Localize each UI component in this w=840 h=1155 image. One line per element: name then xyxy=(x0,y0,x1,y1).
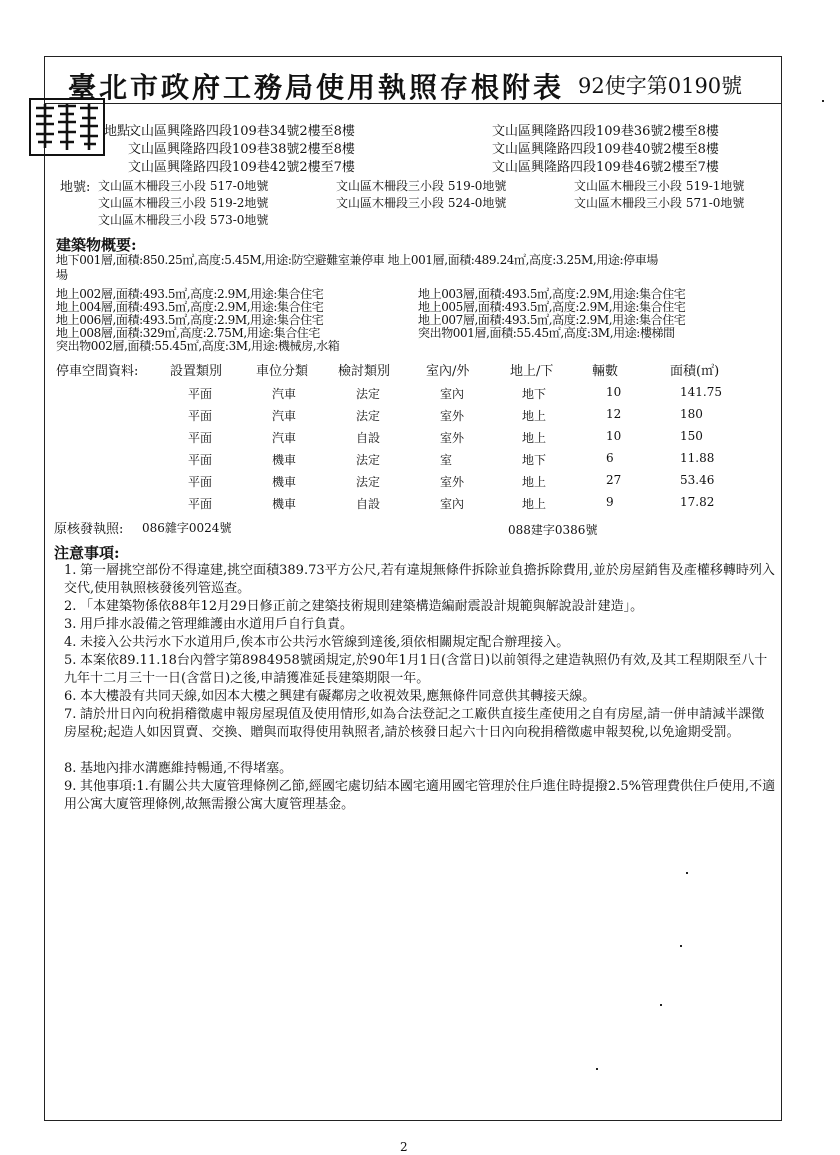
note-number: 9. xyxy=(64,779,77,794)
parking-header-review: 檢討類別 xyxy=(338,364,391,379)
table-cell: 平面 xyxy=(188,475,213,489)
table-cell: 法定 xyxy=(356,409,381,423)
lots-label: 地號: xyxy=(60,180,91,195)
note-number: 4. xyxy=(64,635,77,650)
table-cell: 機車 xyxy=(272,497,297,511)
parking-label: 停車空間資料: xyxy=(56,364,139,379)
table-cell: 平面 xyxy=(188,387,213,401)
note-item-5: 5. 本案依89.11.18台內營字第8984958號函規定,於90年1月1日(含當日)以前領得之建造執照仍有效,及其工程期限至八十九年十二月三十一日(含當日)之後,申請獲准延長建築期限一年。 xyxy=(64,653,768,686)
table-cell: 地上 xyxy=(522,497,547,511)
note-item-7: 7. 請於卅日內向稅捐稽徵處申報房屋現值及使用情形,如為合法登記之工廠供直接生產使用之自有房屋,請一併申請減半課徵房屋稅;起造人如因買賣、交換、贈與而取得使用執照者,請於核發日起六十日內向稅捐稽徵處申報契稅,以免逾期受罰。 xyxy=(64,707,765,740)
table-cell: 機車 xyxy=(272,475,297,489)
table-cell: 10 xyxy=(606,429,622,443)
parking-header-setup: 設置類別 xyxy=(170,364,223,379)
table-cell: 室外 xyxy=(440,431,465,445)
table-cell: 地下 xyxy=(522,387,547,401)
lot-4: 文山區木柵段三小段 519-2地號 xyxy=(98,196,269,210)
table-cell: 53.46 xyxy=(680,473,715,487)
note-item-4: 4. 未接入公共污水下水道用戶,俟本市公共污水管線到達後,須依相關規定配合辦理接入。 xyxy=(64,635,570,650)
table-cell: 法定 xyxy=(356,453,381,467)
address-3: 文山區興隆路四段109巷38號2樓至8樓 xyxy=(128,142,355,157)
lot-3: 文山區木柵段三小段 519-1地號 xyxy=(574,179,745,193)
table-cell: 汽車 xyxy=(272,387,297,401)
address-1: 文山區興隆路四段109巷34號2樓至8樓 xyxy=(128,124,355,139)
table-cell: 平面 xyxy=(188,453,213,467)
table-cell: 6 xyxy=(606,451,614,465)
table-cell: 地上 xyxy=(522,409,547,423)
address-2: 文山區興隆路四段109巷36號2樓至8樓 xyxy=(492,124,719,139)
address-5: 文山區興隆路四段109巷42號2樓至7樓 xyxy=(128,160,355,175)
address-6: 文山區興隆路四段109巷46號2樓至7樓 xyxy=(492,160,719,175)
address-4: 文山區興隆路四段109巷40號2樓至8樓 xyxy=(492,142,719,157)
note-number: 3. xyxy=(64,617,77,632)
note-number: 6. xyxy=(64,689,77,704)
table-cell: 汽車 xyxy=(272,431,297,445)
floor-row-4-left: 地上008層,面積:329㎡,高度:2.75M,用途:集合住宅 xyxy=(56,326,320,340)
table-cell: 自設 xyxy=(356,431,381,445)
floor-row-3-right: 地上007層,面積:493.5㎡,高度:2.9M,用途:集合住宅 xyxy=(418,313,686,327)
seal-stamp xyxy=(28,96,106,158)
permit-number: 92使字第0190號 xyxy=(578,74,743,98)
scan-speck xyxy=(596,1068,598,1070)
scan-speck xyxy=(686,872,688,874)
lot-2: 文山區木柵段三小段 519-0地號 xyxy=(336,179,507,193)
table-cell: 平面 xyxy=(188,497,213,511)
note-item-2: 2. 「本建築物係依88年12月29日修正前之建築技術規則建築構造編耐震設計規範與解說設計建造」。 xyxy=(64,599,644,614)
table-cell: 10 xyxy=(606,385,622,399)
table-cell: 150 xyxy=(680,429,703,443)
location-label: 地點: xyxy=(104,124,135,139)
building-line-1-wrap: 場 xyxy=(56,268,69,282)
note-number: 1. xyxy=(64,563,77,578)
table-cell: 地上 xyxy=(522,431,547,445)
original-permit-label: 原核發執照: xyxy=(54,522,124,537)
floor-row-3-left: 地上006層,面積:493.5㎡,高度:2.9M,用途:集合住宅 xyxy=(56,313,324,327)
table-cell: 法定 xyxy=(356,387,381,401)
parking-header-level: 地上/下 xyxy=(510,364,554,379)
table-cell: 27 xyxy=(606,473,622,487)
parking-header-vehicle: 車位分類 xyxy=(256,364,309,379)
floor-row-2-left: 地上004層,面積:493.5㎡,高度:2.9M,用途:集合住宅 xyxy=(56,300,324,314)
building-heading: 建築物概要: xyxy=(56,236,137,254)
floor-row-4-right: 突出物001層,面積:55.45㎡,高度:3M,用途:樓梯間 xyxy=(418,326,675,340)
parking-header-indoor: 室內/外 xyxy=(426,364,470,379)
floor-row-1-left: 地上002層,面積:493.5㎡,高度:2.9M,用途:集合住宅 xyxy=(56,287,324,301)
table-cell: 11.88 xyxy=(680,451,715,465)
note-number: 8. xyxy=(64,761,77,776)
floor-row-1-right: 地上003層,面積:493.5㎡,高度:2.9M,用途:集合住宅 xyxy=(418,287,686,301)
table-cell: 自設 xyxy=(356,497,381,511)
table-cell: 平面 xyxy=(188,431,213,445)
lot-5: 文山區木柵段三小段 524-0地號 xyxy=(336,196,507,210)
floor-row-2-right: 地上005層,面積:493.5㎡,高度:2.9M,用途:集合住宅 xyxy=(418,300,686,314)
table-cell: 地上 xyxy=(522,475,547,489)
table-cell: 汽車 xyxy=(272,409,297,423)
lot-6: 文山區木柵段三小段 571-0地號 xyxy=(574,196,745,210)
original-permit-2: 088建字0386號 xyxy=(508,523,598,537)
note-item-8: 8. 基地內排水溝應維持暢通,不得堵塞。 xyxy=(64,761,293,776)
notes-heading: 注意事項: xyxy=(54,544,120,562)
table-cell: 180 xyxy=(680,407,703,421)
lot-7: 文山區木柵段三小段 573-0地號 xyxy=(98,213,269,227)
table-cell: 機車 xyxy=(272,453,297,467)
building-line-1: 地下001層,面積:850.25㎡,高度:5.45M,用途:防空避難室兼停車 地上001層,面積:489.24㎡,高度:3.25M,用途:停車場 xyxy=(56,253,658,267)
table-cell: 室內 xyxy=(440,497,465,511)
scan-speck xyxy=(822,100,824,102)
table-cell: 12 xyxy=(606,407,622,421)
note-item-3: 3. 用戶排水設備之管理維護由水道用戶自行負責。 xyxy=(64,617,354,632)
note-item-1: 1. 第一層挑空部份不得違建,挑空面積389.73平方公尺,若有違規無條件拆除並負擔拆除費用,並於房屋銷售及產權移轉時列入交代,使用執照核發後列管巡查。 xyxy=(64,563,775,596)
table-cell: 141.75 xyxy=(680,385,722,399)
parking-header-count: 輛數 xyxy=(592,364,619,379)
table-cell: 17.82 xyxy=(680,495,715,509)
table-cell: 平面 xyxy=(188,409,213,423)
note-item-6: 6. 本大樓設有共同天線,如因本大樓之興建有礙鄰房之收視效果,應無條件同意供其轉接天線。 xyxy=(64,689,596,704)
lot-1: 文山區木柵段三小段 517-0地號 xyxy=(98,179,269,193)
floor-row-5-left: 突出物002層,面積:55.45㎡,高度:3M,用途:機械房,水箱 xyxy=(56,339,340,353)
table-cell: 9 xyxy=(606,495,614,509)
table-cell: 地下 xyxy=(522,453,547,467)
parking-header-area: 面積(㎡) xyxy=(670,364,720,379)
table-cell: 室外 xyxy=(440,475,465,489)
page-number: 2 xyxy=(400,1140,408,1154)
original-permit-1: 086雜字0024號 xyxy=(142,521,232,535)
note-number: 5. xyxy=(64,653,77,668)
note-number: 2. xyxy=(64,599,77,614)
scan-speck xyxy=(660,1004,662,1006)
note-number: 7. xyxy=(64,707,77,722)
table-cell: 法定 xyxy=(356,475,381,489)
scan-speck xyxy=(680,945,682,947)
note-item-9: 9. 其他事項:1.有關公共大廈管理條例乙節,經國宅處切結本國宅適用國宅管理於住戶進住時提撥2.5%管理費供住戶使用,不適用公寓大廈管理條例,故無需撥公寓大廈管理基金。 xyxy=(64,779,776,812)
table-cell: 室 xyxy=(440,453,453,467)
document-title: 臺北市政府工務局使用執照存根附表 xyxy=(68,71,565,104)
table-cell: 室外 xyxy=(440,409,465,423)
table-cell: 室內 xyxy=(440,387,465,401)
